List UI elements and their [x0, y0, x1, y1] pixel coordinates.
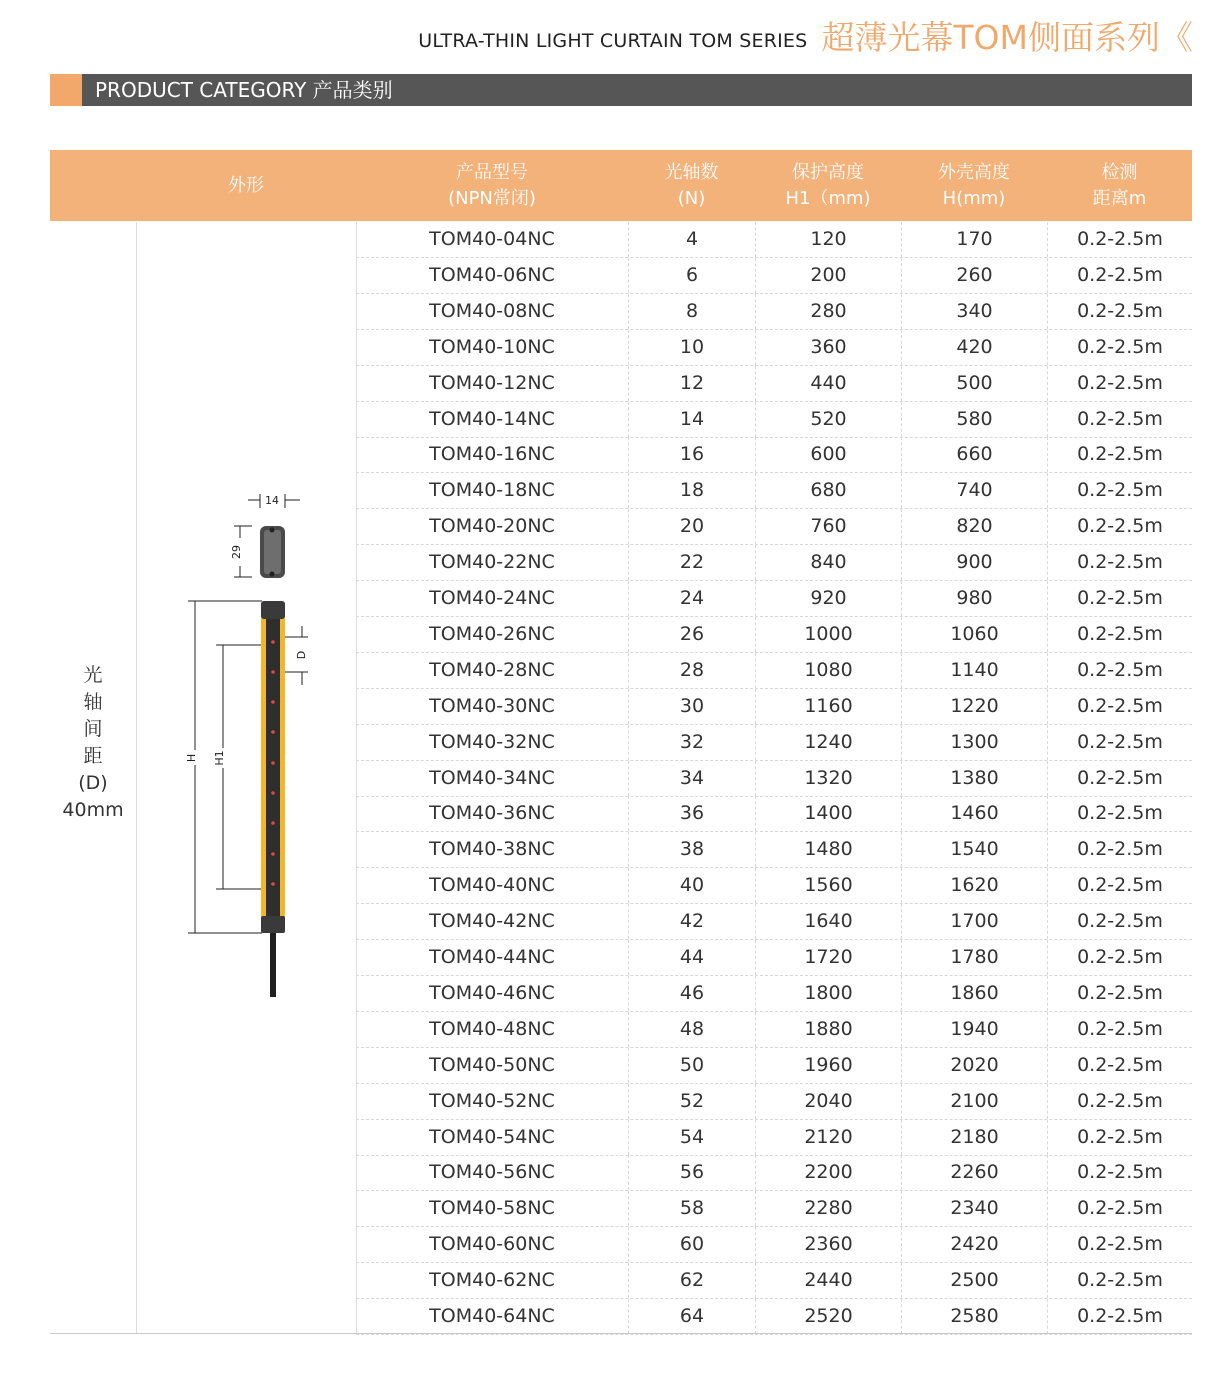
table-row [356, 868, 1192, 904]
cell-housing: 500 [901, 366, 1047, 401]
cell-housing: 1860 [901, 976, 1047, 1011]
cell-beams: 48 [628, 1012, 755, 1047]
cell-model: TOM40-12NC [429, 371, 555, 394]
table-header [50, 150, 1192, 221]
cell-beams: 34 [628, 761, 755, 796]
cell-housing: 1460 [901, 796, 1047, 831]
cell-beams: 30 [628, 689, 755, 724]
cell-beams: 46 [628, 976, 755, 1011]
cell-model: TOM40-50NC [429, 1053, 555, 1076]
cell-beams: 44 [628, 940, 755, 975]
pitch-char: 光 [83, 664, 103, 686]
cell-housing: 980 [901, 581, 1047, 616]
cell-housing: 2020 [901, 1048, 1047, 1083]
cell-beams: 28 [628, 653, 755, 688]
cell-protect: 1080 [755, 653, 901, 688]
cell-distance: 0.2-2.5m [1047, 1263, 1192, 1298]
front-view [185, 601, 308, 997]
cell-distance: 0.2-2.5m [1047, 258, 1192, 293]
cell-model: TOM40-60NC [429, 1233, 555, 1256]
cell-protect: 2120 [755, 1120, 901, 1155]
cell-beams: 22 [628, 545, 755, 580]
table-row [356, 761, 1192, 797]
cell-protect: 2440 [755, 1263, 901, 1298]
cell-beams: 10 [628, 330, 755, 365]
cell-model: TOM40-26NC [429, 622, 555, 645]
cell-model: TOM40-40NC [429, 874, 555, 897]
cell-housing: 420 [901, 330, 1047, 365]
cell-beams: 20 [628, 509, 755, 544]
cell-model: TOM40-24NC [429, 587, 555, 609]
pitch-char: 轴 [83, 691, 103, 713]
cell-distance: 0.2-2.5m [1047, 330, 1192, 365]
table-row [356, 689, 1192, 725]
cell-distance: 0.2-2.5m [1047, 1191, 1192, 1226]
category-accent-block [50, 74, 82, 106]
cell-housing: 1940 [901, 1012, 1047, 1047]
cell-housing: 2580 [901, 1299, 1047, 1334]
cell-protect: 1400 [755, 796, 901, 831]
cell-protect: 2520 [755, 1299, 901, 1334]
cell-distance: 0.2-2.5m [1047, 1299, 1192, 1334]
cell-protect: 1800 [755, 976, 901, 1011]
cell-housing: 740 [901, 473, 1047, 508]
cell-model: TOM40-08NC [429, 299, 555, 322]
table-row [356, 366, 1192, 402]
cell-beams: 8 [628, 294, 755, 329]
cell-housing: 820 [901, 509, 1047, 544]
table-row [356, 1191, 1192, 1227]
table-row [356, 1084, 1192, 1120]
cell-beams: 58 [628, 1191, 755, 1226]
cell-beams: 6 [628, 258, 755, 293]
table-row [356, 581, 1192, 617]
cell-housing: 2500 [901, 1263, 1047, 1298]
cell-housing: 170 [901, 222, 1047, 257]
cell-distance: 0.2-2.5m [1047, 976, 1192, 1011]
header-model-line1: 产品型号 [456, 161, 528, 183]
cell-beams: 32 [628, 725, 755, 760]
cell-beams: 40 [628, 868, 755, 903]
pitch-char: (D) [78, 772, 108, 794]
header-model-line2: (NPN常闭) [448, 187, 536, 209]
header-housing-line2: H(mm) [942, 187, 1006, 209]
cell-distance: 0.2-2.5m [1047, 868, 1192, 903]
cell-protect: 1880 [755, 1012, 901, 1047]
cell-distance: 0.2-2.5m [1047, 832, 1192, 867]
cell-model: TOM40-18NC [429, 479, 555, 502]
table-row [356, 222, 1192, 258]
cell-distance: 0.2-2.5m [1047, 796, 1192, 831]
cell-housing: 2340 [901, 1191, 1047, 1226]
table-row [356, 725, 1192, 761]
cell-housing: 660 [901, 437, 1047, 472]
cell-model: TOM40-42NC [429, 910, 555, 933]
cell-protect: 120 [755, 222, 901, 257]
table-row [356, 796, 1192, 832]
cell-protect: 600 [755, 437, 901, 472]
cell-protect: 200 [755, 258, 901, 293]
cell-distance: 0.2-2.5m [1047, 509, 1192, 544]
cell-distance: 0.2-2.5m [1047, 761, 1192, 796]
cell-distance: 0.2-2.5m [1047, 689, 1192, 724]
cell-model: TOM40-28NC [429, 658, 555, 681]
cell-distance: 0.2-2.5m [1047, 1084, 1192, 1119]
table-row [356, 832, 1192, 868]
cell-housing: 1220 [901, 689, 1047, 724]
table-row [356, 1012, 1192, 1048]
cell-beams: 64 [628, 1299, 755, 1334]
cell-housing: 340 [901, 294, 1047, 329]
cell-housing: 1300 [901, 725, 1047, 760]
table-row [356, 1227, 1192, 1263]
cell-protect: 2360 [755, 1227, 901, 1262]
table-row [356, 330, 1192, 366]
page-title [418, 12, 1193, 59]
cell-beams: 52 [628, 1084, 755, 1119]
pitch-dimension-label: D [295, 650, 308, 660]
cell-model: TOM40-48NC [429, 1017, 555, 1040]
cell-distance: 0.2-2.5m [1047, 437, 1192, 472]
cell-beams: 14 [628, 402, 755, 437]
cell-protect: 1720 [755, 940, 901, 975]
cell-distance: 0.2-2.5m [1047, 617, 1192, 652]
cell-distance: 0.2-2.5m [1047, 1012, 1192, 1047]
cell-distance: 0.2-2.5m [1047, 1048, 1192, 1083]
header-beams-line2: (N) [677, 187, 706, 209]
cell-housing: 2180 [901, 1120, 1047, 1155]
cell-protect: 1480 [755, 832, 901, 867]
table-row [356, 653, 1192, 689]
cell-model: TOM40-22NC [429, 551, 555, 574]
cell-model: TOM40-14NC [429, 407, 555, 430]
pitch-value: 40mm [62, 799, 124, 821]
cell-distance: 0.2-2.5m [1047, 653, 1192, 688]
table-row [356, 1263, 1192, 1299]
header-shape-label: 外形 [228, 174, 264, 196]
cell-distance: 0.2-2.5m [1047, 545, 1192, 580]
cell-protect: 440 [755, 366, 901, 401]
cell-distance: 0.2-2.5m [1047, 725, 1192, 760]
table-row [356, 294, 1192, 330]
table-row [356, 258, 1192, 294]
header-housing-height [901, 150, 1047, 221]
table-row [356, 473, 1192, 509]
table-row [356, 1048, 1192, 1084]
cell-housing: 1620 [901, 868, 1047, 903]
cell-beams: 62 [628, 1263, 755, 1298]
cell-beams: 26 [628, 617, 755, 652]
cell-housing: 1140 [901, 653, 1047, 688]
table-row [356, 1155, 1192, 1191]
cell-beams: 16 [628, 437, 755, 472]
cell-housing: 1060 [901, 617, 1047, 652]
cell-distance: 0.2-2.5m [1047, 940, 1192, 975]
cell-distance: 0.2-2.5m [1047, 1120, 1192, 1155]
cell-protect: 2040 [755, 1084, 901, 1119]
cell-model: TOM40-16NC [429, 443, 555, 466]
title-english: ULTRA-THIN LIGHT CURTAIN TOM SERIES [418, 30, 808, 52]
cell-housing: 2420 [901, 1227, 1047, 1262]
height-dimension-label: H [185, 753, 198, 763]
table-row [356, 904, 1192, 940]
table-row [356, 437, 1192, 473]
cell-model: TOM40-04NC [429, 228, 555, 250]
cell-model: TOM40-20NC [429, 515, 555, 538]
cell-beams: 54 [628, 1120, 755, 1155]
header-model [356, 150, 628, 221]
pitch-char: 距 [83, 745, 103, 767]
cell-protect: 1960 [755, 1048, 901, 1083]
cell-model: TOM40-56NC [429, 1161, 555, 1184]
cell-housing: 2260 [901, 1155, 1047, 1190]
cell-beams: 24 [628, 581, 755, 616]
cell-housing: 260 [901, 258, 1047, 293]
header-housing-line1: 外壳高度 [938, 161, 1010, 183]
cell-housing: 1780 [901, 940, 1047, 975]
table-row [356, 617, 1192, 653]
cell-protect: 920 [755, 581, 901, 616]
cell-protect: 1160 [755, 689, 901, 724]
cell-beams: 56 [628, 1155, 755, 1190]
cell-beams: 36 [628, 796, 755, 831]
cell-model: TOM40-32NC [429, 730, 555, 753]
cell-distance: 0.2-2.5m [1047, 904, 1192, 939]
cell-protect: 2200 [755, 1155, 901, 1190]
header-distance-line2: 距离m [1092, 187, 1147, 209]
cell-distance: 0.2-2.5m [1047, 1155, 1192, 1190]
pitch-char: 间 [83, 718, 103, 740]
cell-protect: 1640 [755, 904, 901, 939]
header-protect-line1: 保护高度 [792, 161, 864, 183]
cell-beams: 12 [628, 366, 755, 401]
cell-distance: 0.2-2.5m [1047, 366, 1192, 401]
category-label: PRODUCT CATEGORY 产品类别 [95, 78, 393, 102]
cell-beams: 4 [628, 222, 755, 257]
width-dimension-label: 14 [265, 494, 279, 507]
cell-distance: 0.2-2.5m [1047, 222, 1192, 257]
cell-distance: 0.2-2.5m [1047, 1227, 1192, 1262]
cell-model: TOM40-54NC [429, 1125, 555, 1148]
beam-pitch-label [50, 662, 136, 824]
header-distance-line1: 检测 [1101, 161, 1138, 183]
cell-model: TOM40-64NC [429, 1305, 555, 1327]
cell-protect: 280 [755, 294, 901, 329]
cell-model: TOM40-30NC [429, 694, 555, 717]
cell-protect: 1240 [755, 725, 901, 760]
table-row [356, 1120, 1192, 1156]
cell-housing: 2100 [901, 1084, 1047, 1119]
cell-protect: 2280 [755, 1191, 901, 1226]
cell-model: TOM40-58NC [429, 1197, 555, 1220]
table-bottom-border [50, 1333, 1192, 1334]
cell-housing: 1700 [901, 904, 1047, 939]
cell-model: TOM40-36NC [429, 802, 555, 825]
depth-dimension-label: 29 [230, 545, 243, 559]
table-row [356, 1299, 1192, 1335]
header-protect-line2: H1（mm) [785, 187, 871, 209]
table-row [356, 940, 1192, 976]
table-row [356, 402, 1192, 438]
cell-beams: 38 [628, 832, 755, 867]
cell-housing: 900 [901, 545, 1047, 580]
cell-model: TOM40-06NC [429, 263, 555, 286]
cell-protect: 840 [755, 545, 901, 580]
cell-protect: 1560 [755, 868, 901, 903]
top-view [230, 494, 300, 578]
protect-height-dimension-label: H1 [213, 750, 226, 766]
cell-distance: 0.2-2.5m [1047, 402, 1192, 437]
cell-protect: 760 [755, 509, 901, 544]
cell-housing: 580 [901, 402, 1047, 437]
cell-housing: 1540 [901, 832, 1047, 867]
cell-model: TOM40-62NC [429, 1269, 555, 1292]
cell-protect: 360 [755, 330, 901, 365]
column-divider [136, 222, 137, 1333]
cell-beams: 42 [628, 904, 755, 939]
cell-beams: 60 [628, 1227, 755, 1262]
category-bar [50, 74, 1192, 106]
cell-distance: 0.2-2.5m [1047, 581, 1192, 616]
table-row [356, 545, 1192, 581]
cell-model: TOM40-46NC [429, 981, 555, 1004]
cell-protect: 1320 [755, 761, 901, 796]
cell-housing: 1380 [901, 761, 1047, 796]
table-row [356, 976, 1192, 1012]
cell-protect: 1000 [755, 617, 901, 652]
cell-beams: 18 [628, 473, 755, 508]
table-row [356, 509, 1192, 545]
header-beams-line1: 光轴数 [664, 161, 719, 183]
light-curtain-drawing [160, 480, 330, 1005]
cell-model: TOM40-10NC [429, 335, 555, 358]
cell-model: TOM40-44NC [429, 946, 555, 968]
cell-model: TOM40-38NC [429, 838, 555, 861]
header-distance [1047, 150, 1192, 221]
cell-beams: 50 [628, 1048, 755, 1083]
cell-protect: 520 [755, 402, 901, 437]
title-chinese: 超薄光幕TOM侧面系列《 [821, 18, 1193, 57]
cell-distance: 0.2-2.5m [1047, 473, 1192, 508]
cell-model: TOM40-52NC [429, 1089, 555, 1112]
header-protect-height [755, 150, 901, 221]
cell-distance: 0.2-2.5m [1047, 294, 1192, 329]
cell-model: TOM40-34NC [429, 766, 555, 789]
header-beams [628, 150, 755, 221]
cell-protect: 680 [755, 473, 901, 508]
